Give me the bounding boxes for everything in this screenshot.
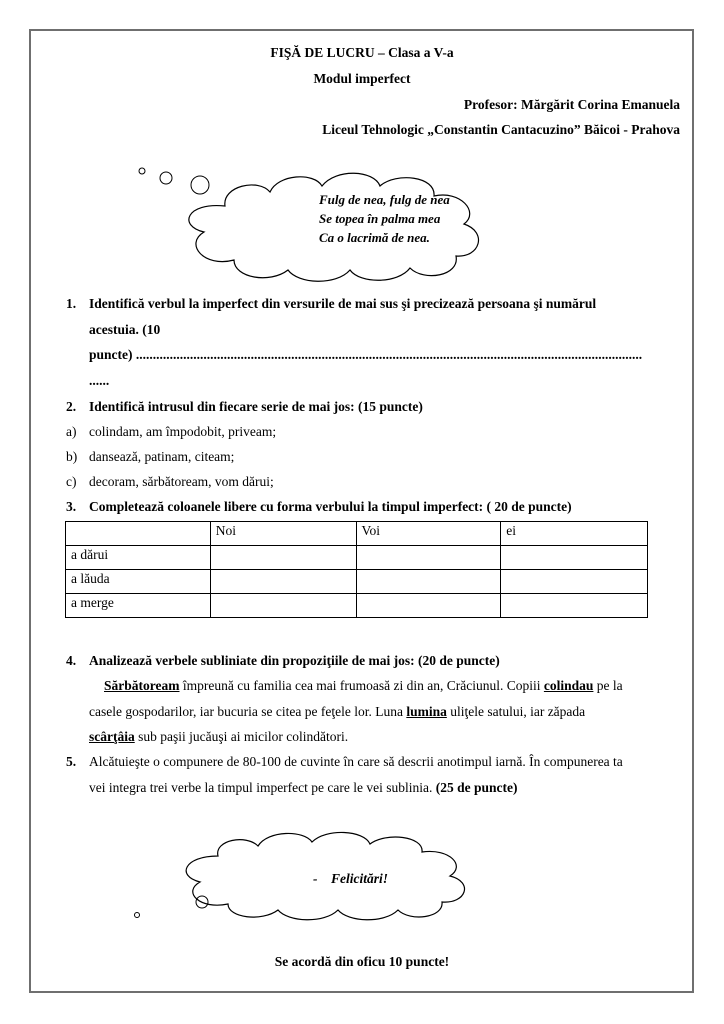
- q4-paragraph-line: [104, 677, 623, 695]
- q2-instruction: Identifică intrusul din fiecare serie de mai jos: [89, 399, 351, 414]
- q2-item-letter: c): [66, 474, 77, 489]
- school-name: Liceul Tehnologic „Constantin Cantacuzino” Băicoi - Prahova: [322, 122, 680, 137]
- table-header-cell: ei: [501, 522, 648, 546]
- table-header-cell: Voi: [356, 522, 501, 546]
- congrats-text: - Felicitări!: [313, 871, 388, 886]
- q2-points: : (15 puncte): [350, 399, 423, 414]
- teacher-name: Profesor: Mărgărit Corina Emanuela: [463, 97, 680, 112]
- table-row: [66, 546, 648, 570]
- q4-text-part: împreună cu familia cea mai frumoasă zi din an, Crăciunul. Copiii: [179, 678, 544, 693]
- q4-paragraph-line: [89, 728, 348, 746]
- q3-number: 3.: [66, 499, 77, 514]
- table-row: [66, 570, 648, 594]
- table-cell-empty[interactable]: [501, 594, 648, 618]
- q2-item: decoram, sărbătoream, vom dărui;: [89, 474, 274, 489]
- underlined-verb: colindau: [543, 678, 594, 693]
- q3-text: Completează coloanele libere cu forma verbului la timpul imperfect: ( 20 de puncte): [89, 499, 572, 514]
- table-row-verb: a lăuda: [66, 570, 211, 594]
- q5-text: Alcătuieşte o compunere de 80-100 de cuvinte în care să descrii anotimpul iarnă. În compunerea ta: [89, 754, 623, 769]
- table-cell-empty[interactable]: [210, 570, 356, 594]
- worksheet-subtitle: Modul imperfect: [313, 71, 411, 86]
- q1-answer-line-end: ......: [89, 373, 110, 388]
- poem-line: Se topea în palma mea: [319, 211, 441, 226]
- table-row-verb: a merge: [66, 594, 211, 618]
- q4-text-part: pe la: [593, 678, 623, 693]
- underlined-verb: scârţâia: [89, 729, 135, 744]
- q5-text-part: vei integra trei verbe la timpul imperfect pe care le vei sublinia.: [89, 780, 436, 795]
- footer-note: Se acordă din oficu 10 puncte!: [274, 954, 450, 969]
- q2-number: 2.: [66, 399, 77, 414]
- table-cell-empty[interactable]: [210, 594, 356, 618]
- q2-item-letter: b): [66, 449, 78, 464]
- q2-item: dansează, patinam, citeam;: [89, 449, 235, 464]
- poem: [319, 190, 450, 247]
- q4-paragraph-line: [89, 703, 585, 721]
- table-cell-empty[interactable]: [356, 594, 501, 618]
- q1-number: 1.: [66, 296, 77, 311]
- q2-text: [89, 398, 423, 416]
- table-cell-empty[interactable]: [356, 570, 501, 594]
- q5-number: 5.: [66, 754, 77, 769]
- q4-text: Analizează verbele subliniate din propoziţiile de mai jos: (20 de puncte): [89, 653, 500, 668]
- q4-text-part: casele gospodarilor, iar bucuria se citea pe feţele lor. Luna: [89, 704, 407, 719]
- worksheet-title: FIŞĂ DE LUCRU – Clasa a V-a: [270, 45, 454, 60]
- q4-text-part: sub paşii jucăuşi ai micilor colindători.: [134, 729, 349, 744]
- q1-text-cont: acestuia. (10: [89, 322, 161, 337]
- table-cell-empty[interactable]: [210, 546, 356, 570]
- poem-line: Fulg de nea, fulg de nea: [319, 192, 450, 207]
- q5-points: (25 de puncte): [435, 780, 518, 795]
- table-cell-empty[interactable]: [356, 546, 501, 570]
- q4-number: 4.: [66, 653, 77, 668]
- q2-item-letter: a): [66, 424, 77, 439]
- verb-table: [65, 521, 648, 618]
- table-header-cell: [66, 522, 211, 546]
- table-cell-empty[interactable]: [501, 546, 648, 570]
- q1-text: Identifică verbul la imperfect din versurile de mai sus şi precizează persoana şi numărul: [89, 296, 597, 311]
- table-header-row: [66, 522, 648, 546]
- table-cell-empty[interactable]: [501, 570, 648, 594]
- q1-answer-line: puncte) ......................................................................................................................................................: [89, 347, 643, 362]
- q5-text-cont: [89, 779, 517, 797]
- poem-line: Ca o lacrimă de nea.: [319, 230, 430, 245]
- underlined-verb: Sărbătoream: [104, 678, 180, 693]
- table-row: [66, 594, 648, 618]
- table-header-cell: Noi: [210, 522, 356, 546]
- q4-text-part: uliţele satului, iar zăpada: [446, 704, 586, 719]
- table-row-verb: a dărui: [66, 546, 211, 570]
- q2-item: colindam, am împodobit, priveam;: [89, 424, 277, 439]
- underlined-verb: lumina: [406, 704, 447, 719]
